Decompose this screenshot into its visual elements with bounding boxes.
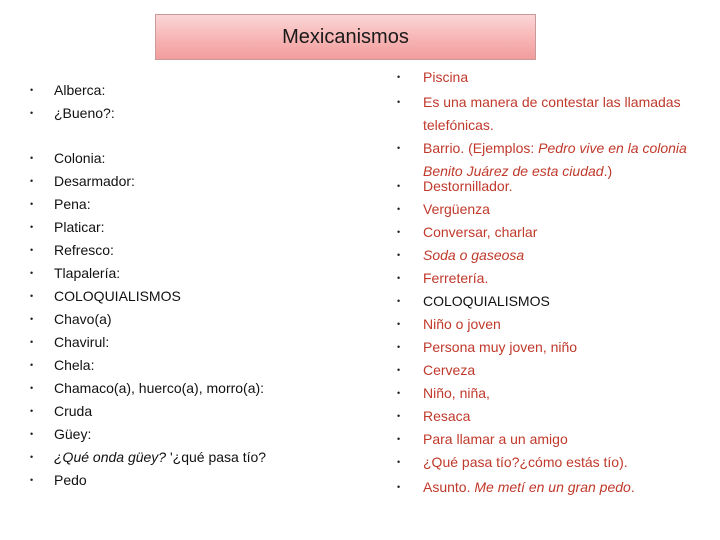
definition-plain: Asunto. (423, 479, 475, 495)
bullet-icon: • (397, 411, 401, 421)
definition-italic: Pedro vive en la colonia Benito Juárez de esta ciudad (423, 140, 687, 179)
bullet-icon: • (30, 108, 34, 118)
definition-item: Ferretería. (423, 270, 489, 286)
term-item: Pedo (54, 472, 87, 488)
term-item: Desarmador: (54, 173, 135, 189)
definition-heading: COLOQUIALISMOS (423, 293, 550, 309)
term-item: Tlapalería: (54, 265, 121, 281)
bullet-icon: • (397, 273, 401, 283)
bullet-icon: • (30, 199, 34, 209)
slide-title: Mexicanismos (155, 14, 536, 60)
term-item: Chamaco(a), huerco(a), morro(a): (54, 380, 265, 396)
definition-plain: Barrio. (Ejemplos: (423, 140, 539, 156)
bullet-icon: • (397, 434, 401, 444)
term-item (54, 446, 266, 469)
term-item: Chavo(a) (54, 311, 112, 327)
term-heading: COLOQUIALISMOS (54, 288, 181, 304)
bullet-icon: • (30, 222, 34, 232)
bullet-icon: • (397, 365, 401, 375)
term-item: Chela: (54, 357, 95, 373)
term-item: Alberca: (54, 82, 106, 98)
term-item: Platicar: (54, 219, 105, 235)
term-item: Güey: (54, 426, 92, 442)
definition-item: Piscina (423, 69, 469, 85)
definition-item: Para llamar a un amigo (423, 431, 568, 447)
bullet-icon: • (30, 429, 34, 439)
definition-item: Destornillador. (423, 178, 513, 194)
bullet-icon: • (30, 245, 34, 255)
bullet-icon: • (397, 227, 401, 237)
bullet-icon: • (30, 452, 34, 462)
bullet-icon: • (30, 85, 34, 95)
bullet-icon: • (30, 314, 34, 324)
definition-item: Persona muy joven, niño (423, 339, 578, 355)
definition-item: Vergüenza (423, 201, 490, 217)
definition-item: Niño o joven (423, 316, 501, 332)
term-item: Refresco: (54, 242, 114, 258)
definition-item: Resaca (423, 408, 471, 424)
bullet-icon: • (397, 342, 401, 352)
term-item: ¿Bueno?: (54, 105, 115, 121)
definition-item (423, 476, 635, 499)
bullet-icon: • (397, 250, 401, 260)
definition-italic: Me metí en un gran pedo (474, 479, 631, 495)
bullet-icon: • (30, 337, 34, 347)
definition-item: Cerveza (423, 362, 476, 378)
bullet-icon: • (30, 360, 34, 370)
bullet-icon: • (397, 72, 401, 82)
bullet-icon: • (30, 176, 34, 186)
definition-item: Conversar, charlar (423, 224, 538, 240)
bullet-icon: • (397, 143, 401, 153)
bullet-icon: • (397, 97, 401, 107)
term-item: Colonia: (54, 150, 106, 166)
term-item: Pena: (54, 196, 91, 212)
definition-item: Niño, niña, (423, 385, 490, 401)
bullet-icon: • (30, 268, 34, 278)
bullet-icon: • (397, 457, 401, 467)
bullet-icon: • (397, 204, 401, 214)
definition-item: ¿Qué pasa tío?¿cómo estás tío). (423, 454, 628, 470)
term-item: Chavirul: (54, 334, 110, 350)
bullet-icon: • (397, 181, 401, 191)
bullet-icon: • (397, 482, 401, 492)
definition-plain: . (630, 479, 635, 495)
bullet-icon: • (30, 291, 34, 301)
definition-item: Es una manera de contestar las llamadas telefónicas. (423, 94, 681, 133)
bullet-icon: • (30, 383, 34, 393)
definition-item: Soda o gaseosa (423, 247, 525, 263)
bullet-icon: • (397, 388, 401, 398)
term-item: Cruda (54, 403, 93, 419)
definition-plain: .) (603, 163, 613, 179)
bullet-icon: • (30, 153, 34, 163)
bullet-icon: • (30, 475, 34, 485)
bullet-icon: • (397, 296, 401, 306)
bullet-icon: • (30, 406, 34, 416)
term-italic: ¿Qué onda güey? (54, 449, 167, 465)
term-plain: '¿qué pasa tío? (166, 449, 267, 465)
bullet-icon: • (397, 319, 401, 329)
